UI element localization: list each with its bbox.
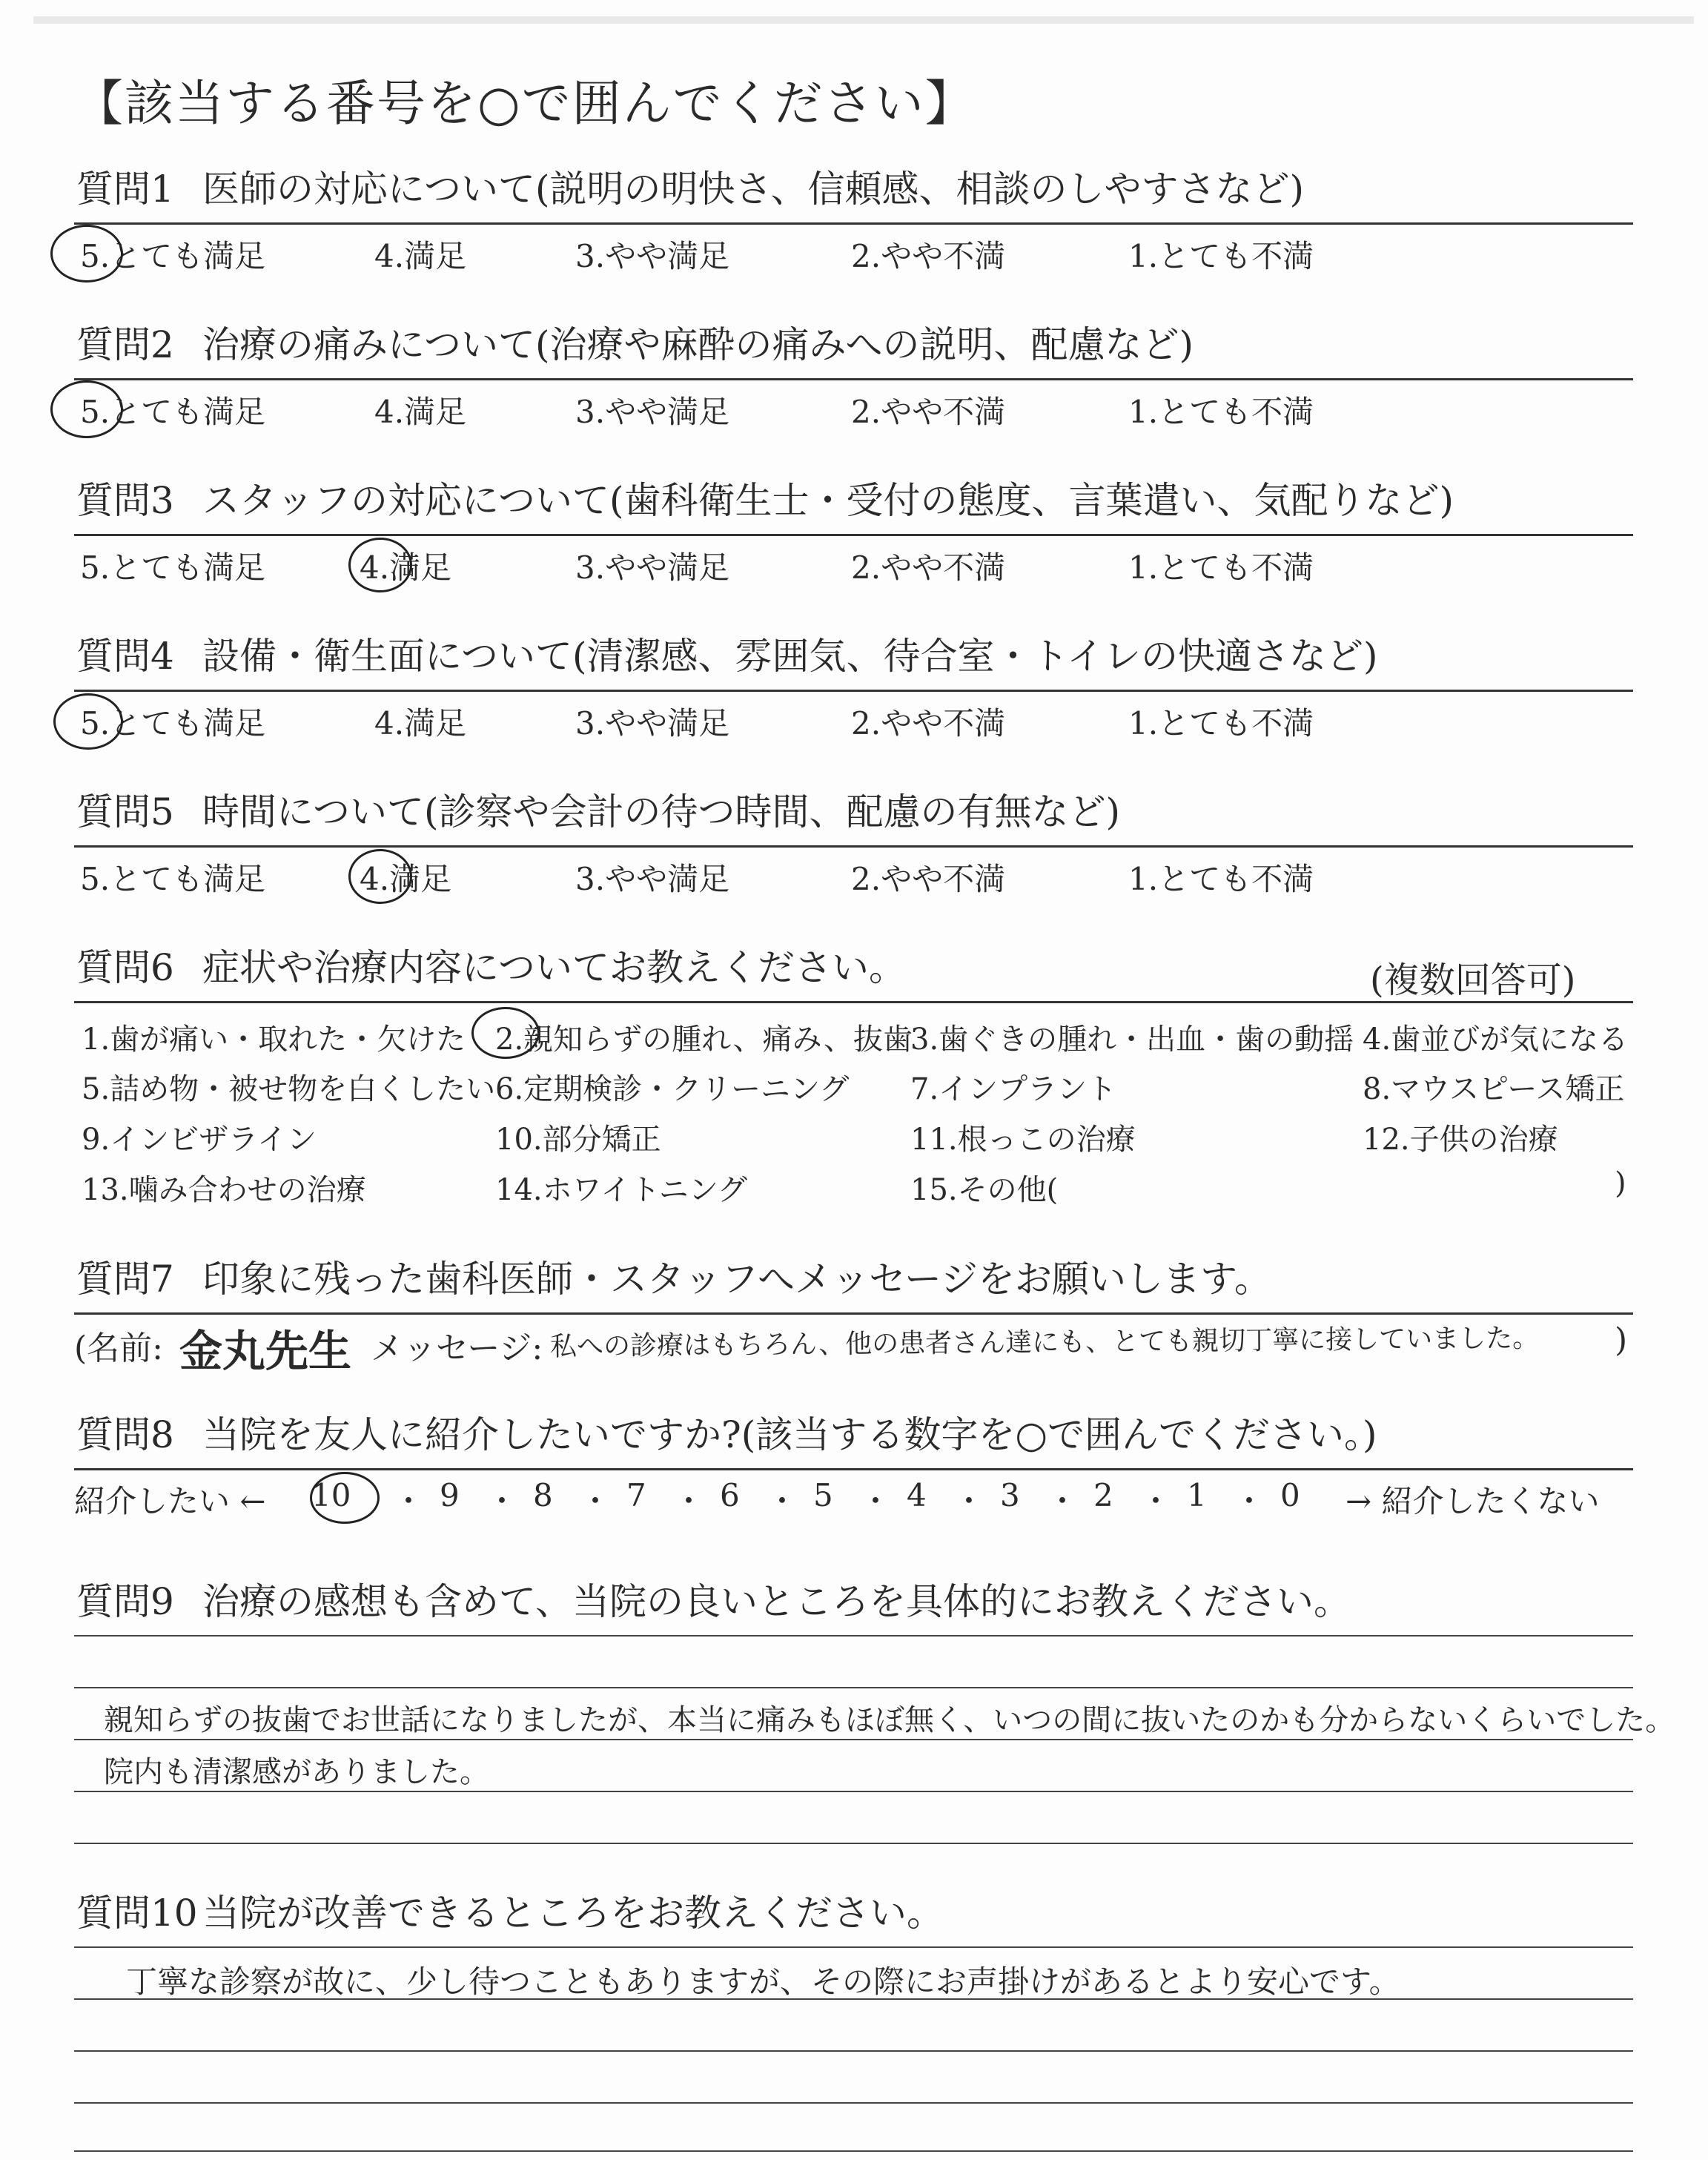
symptom-option[interactable]: 10.部分矯正 xyxy=(495,1123,661,1157)
question-text: 当院を友人に紹介したいですか?(該当する数字を○で囲んでください。) xyxy=(202,1413,1377,1456)
question-text: 当院が改善できるところをお教えください。 xyxy=(202,1892,944,1935)
answer-line xyxy=(74,1687,1633,1688)
symptom-option[interactable]: 7.インプラント xyxy=(910,1072,1117,1106)
question-label: 質問3 xyxy=(76,479,174,522)
answer-line xyxy=(74,2150,1633,2152)
option-1[interactable]: 1.とても不満 xyxy=(1128,238,1314,274)
question-text: 時間について(診察や会計の待つ時間、配慮の有無など) xyxy=(202,790,1121,833)
selection-circle xyxy=(310,1472,380,1524)
name-label: (名前: xyxy=(74,1330,163,1367)
option-4[interactable]: 4.満足 xyxy=(374,705,467,742)
symptom-option[interactable]: 11.根っこの治療 xyxy=(910,1123,1136,1157)
symptom-option-close: ) xyxy=(1615,1166,1626,1200)
answer-text[interactable]: 丁寧な診察が故に、少し待つこともありますが、その際にお声掛けがあるとより安心です。 xyxy=(126,1964,1400,2000)
scale-number[interactable]: 6 xyxy=(720,1477,740,1513)
question-text: 医師の対応について(説明の明快さ、信頼感、相談のしやすさなど) xyxy=(202,168,1305,211)
scale-number[interactable]: 4 xyxy=(907,1477,927,1513)
question-2 xyxy=(76,323,1633,367)
option-1[interactable]: 1.とても不満 xyxy=(1128,549,1314,586)
scale-right-label: → 紹介したくない xyxy=(1345,1483,1600,1519)
scale-number[interactable]: 5 xyxy=(813,1477,833,1513)
scale-separator: ・ xyxy=(953,1483,985,1519)
question-text: スタッフの対応について(歯科衛生士・受付の態度、言葉遣い、気配りなど) xyxy=(202,479,1454,522)
question-10 xyxy=(76,1891,1633,1935)
option-1[interactable]: 1.とても不満 xyxy=(1128,705,1314,742)
question-1 xyxy=(76,167,1633,211)
option-2[interactable]: 2.やや不満 xyxy=(851,238,1006,274)
multiple-answers-note: (複数回答可) xyxy=(1370,960,1576,1001)
scale-separator: ・ xyxy=(1140,1483,1172,1519)
option-3[interactable]: 3.やや満足 xyxy=(575,394,730,430)
answer-text[interactable]: 院内も清潔感がありました。 xyxy=(104,1755,489,1789)
question-5 xyxy=(76,790,1633,834)
question-text: 設備・衛生面について(清潔感、雰囲気、待合室・トイレの快適さなど) xyxy=(202,635,1378,678)
option-2[interactable]: 2.やや不満 xyxy=(851,549,1006,586)
name-value[interactable]: 金丸先生 xyxy=(179,1326,352,1376)
selection-circle xyxy=(50,380,123,438)
question-label: 質問6 xyxy=(76,946,174,989)
divider xyxy=(74,1468,1633,1470)
question-label: 質問10 xyxy=(76,1892,198,1935)
scale-separator: ・ xyxy=(580,1483,612,1519)
answer-line xyxy=(74,1946,1633,1948)
option-1[interactable]: 1.とても不満 xyxy=(1128,394,1314,430)
symptom-option[interactable]: 2.親知らずの腫れ、痛み、抜歯 xyxy=(495,1023,913,1057)
question-text: 治療の痛みについて(治療や麻酔の痛みへの説明、配慮など) xyxy=(202,323,1194,366)
symptom-option[interactable]: 15.その他( xyxy=(910,1173,1059,1207)
option-3[interactable]: 3.やや満足 xyxy=(575,238,730,274)
question-3 xyxy=(76,478,1633,523)
divider xyxy=(74,378,1633,380)
symptom-option[interactable]: 13.噛み合わせの治療 xyxy=(82,1173,366,1207)
option-5[interactable]: 5.とても満足 xyxy=(80,705,266,742)
divider xyxy=(74,690,1633,692)
question-text: 印象に残った歯科医師・スタッフへメッセージをお願いします。 xyxy=(202,1258,1271,1301)
symptom-option[interactable]: 9.インビザライン xyxy=(82,1123,317,1157)
answer-line xyxy=(74,2102,1633,2104)
scale-separator: ・ xyxy=(393,1483,425,1519)
option-2[interactable]: 2.やや不満 xyxy=(851,861,1006,897)
divider xyxy=(74,1001,1633,1003)
option-4[interactable]: 4.満足 xyxy=(360,549,452,586)
option-2[interactable]: 2.やや不満 xyxy=(851,394,1006,430)
question-label: 質問8 xyxy=(76,1413,174,1456)
symptom-option[interactable]: 12.子供の治療 xyxy=(1363,1123,1558,1157)
symptom-option[interactable]: 5.詰め物・被せ物を白くしたい xyxy=(82,1072,496,1106)
option-4[interactable]: 4.満足 xyxy=(360,861,452,897)
scale-number[interactable]: 0 xyxy=(1280,1477,1300,1513)
option-2[interactable]: 2.やや不満 xyxy=(851,705,1006,742)
question-4 xyxy=(76,634,1633,678)
answer-line xyxy=(74,2050,1633,2052)
message-label: メッセージ: xyxy=(371,1330,543,1367)
symptom-option[interactable]: 6.定期検診・クリーニング xyxy=(495,1072,850,1106)
question-9 xyxy=(76,1579,1633,1624)
symptom-option[interactable]: 14.ホワイトニング xyxy=(495,1173,748,1207)
divider xyxy=(74,1312,1633,1315)
scale-number[interactable]: 10 xyxy=(311,1477,351,1513)
symptom-option[interactable]: 1.歯が痛い・取れた・欠けた xyxy=(82,1023,466,1057)
scale-separator: ・ xyxy=(486,1483,518,1519)
question-label: 質問5 xyxy=(76,790,174,833)
question-7 xyxy=(76,1257,1633,1301)
question-label: 質問9 xyxy=(76,1580,174,1623)
answer-text[interactable]: 親知らずの抜歯でお世話になりましたが、本当に痛みもほぼ無く、いつの間に抜いたのかも分からないくらいでした。 xyxy=(104,1703,1675,1737)
scale-number[interactable]: 1 xyxy=(1187,1477,1207,1513)
selection-circle xyxy=(471,1007,540,1059)
scale-number[interactable]: 7 xyxy=(626,1477,646,1513)
selection-circle xyxy=(348,849,412,904)
question-text: 症状や治療内容についてお教えください。 xyxy=(202,946,906,989)
question-label: 質問4 xyxy=(76,635,174,678)
scale-number[interactable]: 3 xyxy=(1000,1477,1020,1513)
symptom-option[interactable]: 3.歯ぐきの腫れ・出血・歯の動揺 xyxy=(910,1023,1354,1057)
message-close: ) xyxy=(1615,1321,1628,1359)
option-5[interactable]: 5.とても満足 xyxy=(80,394,266,430)
option-4[interactable]: 4.満足 xyxy=(374,394,467,430)
option-1[interactable]: 1.とても不満 xyxy=(1128,861,1314,897)
option-5[interactable]: 5.とても満足 xyxy=(80,861,266,897)
option-3[interactable]: 3.やや満足 xyxy=(575,549,730,586)
divider xyxy=(74,534,1633,536)
question-label: 質問2 xyxy=(76,323,174,366)
scale-separator: ・ xyxy=(1047,1483,1079,1519)
option-5[interactable]: 5.とても満足 xyxy=(80,549,266,586)
divider xyxy=(74,845,1633,848)
selection-circle xyxy=(50,225,123,283)
question-8 xyxy=(76,1413,1633,1457)
divider xyxy=(74,222,1633,225)
form-title: 【該当する番号を○で囲んでください】 xyxy=(74,75,976,132)
message-value[interactable]: 私への診療はもちろん、他の患者さん達にも、とても親切丁寧に接していました。 xyxy=(549,1323,1540,1362)
option-3[interactable]: 3.やや満足 xyxy=(575,861,730,897)
selection-circle xyxy=(53,693,123,750)
scale-number[interactable]: 8 xyxy=(533,1477,553,1513)
scale-separator: ・ xyxy=(767,1483,798,1519)
scale-number[interactable]: 9 xyxy=(440,1477,460,1513)
scale-left-label: 紹介したい ← xyxy=(74,1483,266,1519)
question-label: 質問1 xyxy=(76,168,174,211)
scale-separator: ・ xyxy=(860,1483,892,1519)
answer-line xyxy=(74,1791,1633,1792)
scale-number[interactable]: 2 xyxy=(1093,1477,1113,1513)
scale-separator: ・ xyxy=(1234,1483,1265,1519)
answer-line xyxy=(74,1635,1633,1636)
symptom-option[interactable]: 8.マウスピース矯正 xyxy=(1363,1072,1625,1106)
question-label: 質問7 xyxy=(76,1258,174,1301)
selection-circle xyxy=(348,538,412,592)
answer-line xyxy=(74,1843,1633,1844)
option-3[interactable]: 3.やや満足 xyxy=(575,705,730,742)
page-top-border xyxy=(33,16,1694,24)
symptom-option[interactable]: 4.歯並びが気になる xyxy=(1363,1023,1629,1057)
question-text: 治療の感想も含めて、当院の良いところを具体的にお教えください。 xyxy=(202,1580,1351,1623)
answer-line xyxy=(74,1739,1633,1740)
scale-separator: ・ xyxy=(673,1483,705,1519)
option-4[interactable]: 4.満足 xyxy=(374,238,467,274)
option-5[interactable]: 5.とても満足 xyxy=(80,238,266,274)
